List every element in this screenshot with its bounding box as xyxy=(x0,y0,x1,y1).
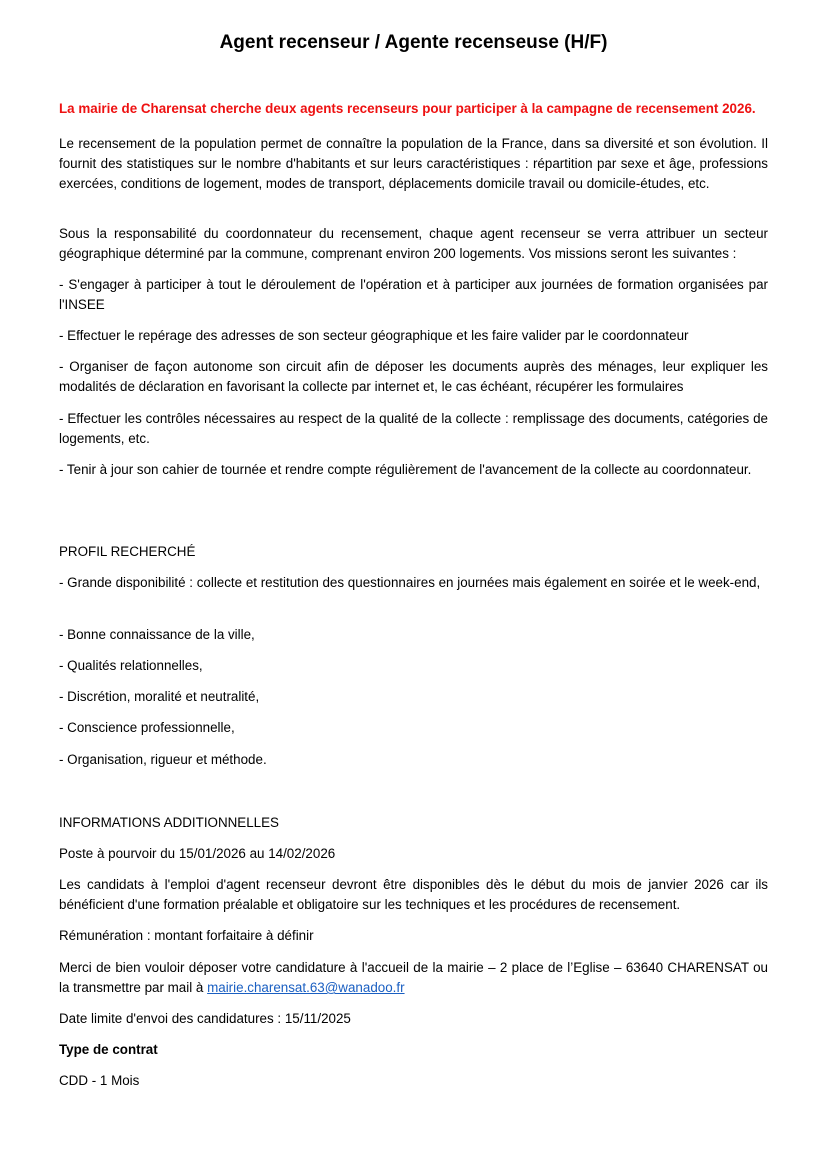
mission-item: - S'engager à participer à tout le déroulement de l'opération et à participer aux journées de formation organisées par l'INSEE xyxy=(59,277,768,312)
profile-item: - Discrétion, moralité et neutralité, xyxy=(59,689,260,704)
email-link[interactable]: mairie.charensat.63@wanadoo.fr xyxy=(207,980,405,995)
info-apply xyxy=(59,958,768,998)
intro-highlight: La mairie de Charensat cherche deux agents recenseurs pour participer à la campagne de recensement 2026. xyxy=(59,101,756,116)
info-availability: Les candidats à l'emploi d'agent recenseur devront être disponibles dès le début du mois de janvier 2026 car ils bénéficient d'une formation préalable et obligatoire sur les techniques et les procédures de recensement. xyxy=(59,877,768,912)
mission-item: - Effectuer le repérage des adresses de son secteur géographique et les faire valider par le coordonnateur xyxy=(59,328,689,343)
info-deadline: Date limite d'envoi des candidatures : 15/11/2025 xyxy=(59,1011,351,1026)
info-pay: Rémunération : montant forfaitaire à définir xyxy=(59,928,314,943)
apply-text: Merci de bien vouloir déposer votre candidature à l'accueil de la mairie – 2 place de l’Eglise – 63640 CHARENSAT ou la transmettre par mail à xyxy=(59,960,768,995)
profile-heading: PROFIL RECHERCHÉ xyxy=(59,544,196,559)
intro-paragraph: Sous la responsabilité du coordonnateur du recensement, chaque agent recenseur se verra attribuer un secteur géographique déterminé par la commune, comprenant environ 200 logements. Vos missions seront les suivantes : xyxy=(59,226,768,261)
profile-item: - Organisation, rigueur et méthode. xyxy=(59,752,267,767)
mission-item: - Tenir à jour son cahier de tournée et rendre compte régulièrement de l'avancement de la collecte au coordonnateur. xyxy=(59,462,752,477)
profile-item: - Bonne connaissance de la ville, xyxy=(59,627,255,642)
info-heading: INFORMATIONS ADDITIONNELLES xyxy=(59,815,279,830)
contract-heading: Type de contrat xyxy=(59,1042,158,1057)
profile-item: - Qualités relationnelles, xyxy=(59,658,203,673)
mission-item: - Organiser de façon autonome son circuit afin de déposer les documents auprès des ménages, leur expliquer les modalités de déclaration en favorisant la collecte par internet et, le cas échéant, récupérer les formulaires xyxy=(59,359,768,394)
info-period: Poste à pourvoir du 15/01/2026 au 14/02/2026 xyxy=(59,846,336,861)
mission-item: - Effectuer les contrôles nécessaires au respect de la qualité de la collecte : remplissage des documents, catégories de logements, etc. xyxy=(59,411,768,446)
profile-item: - Grande disponibilité : collecte et restitution des questionnaires en journées mais également en soirée et le week-end, xyxy=(59,575,761,590)
page-title: Agent recenseur / Agente recenseuse (H/F) xyxy=(219,32,608,53)
intro-paragraph: Le recensement de la population permet de connaître la population de la France, dans sa diversité et son évolution. Il fournit des statistiques sur le nombre d'habitants et sur leurs caractéristiques : répartition par sexe et âge, professions exercées, conditions de logement, modes de transport, déplacements domicile travail ou domicile-études, etc. xyxy=(59,136,768,191)
contract-type: CDD - 1 Mois xyxy=(59,1073,140,1088)
profile-item: - Conscience professionnelle, xyxy=(59,720,235,735)
